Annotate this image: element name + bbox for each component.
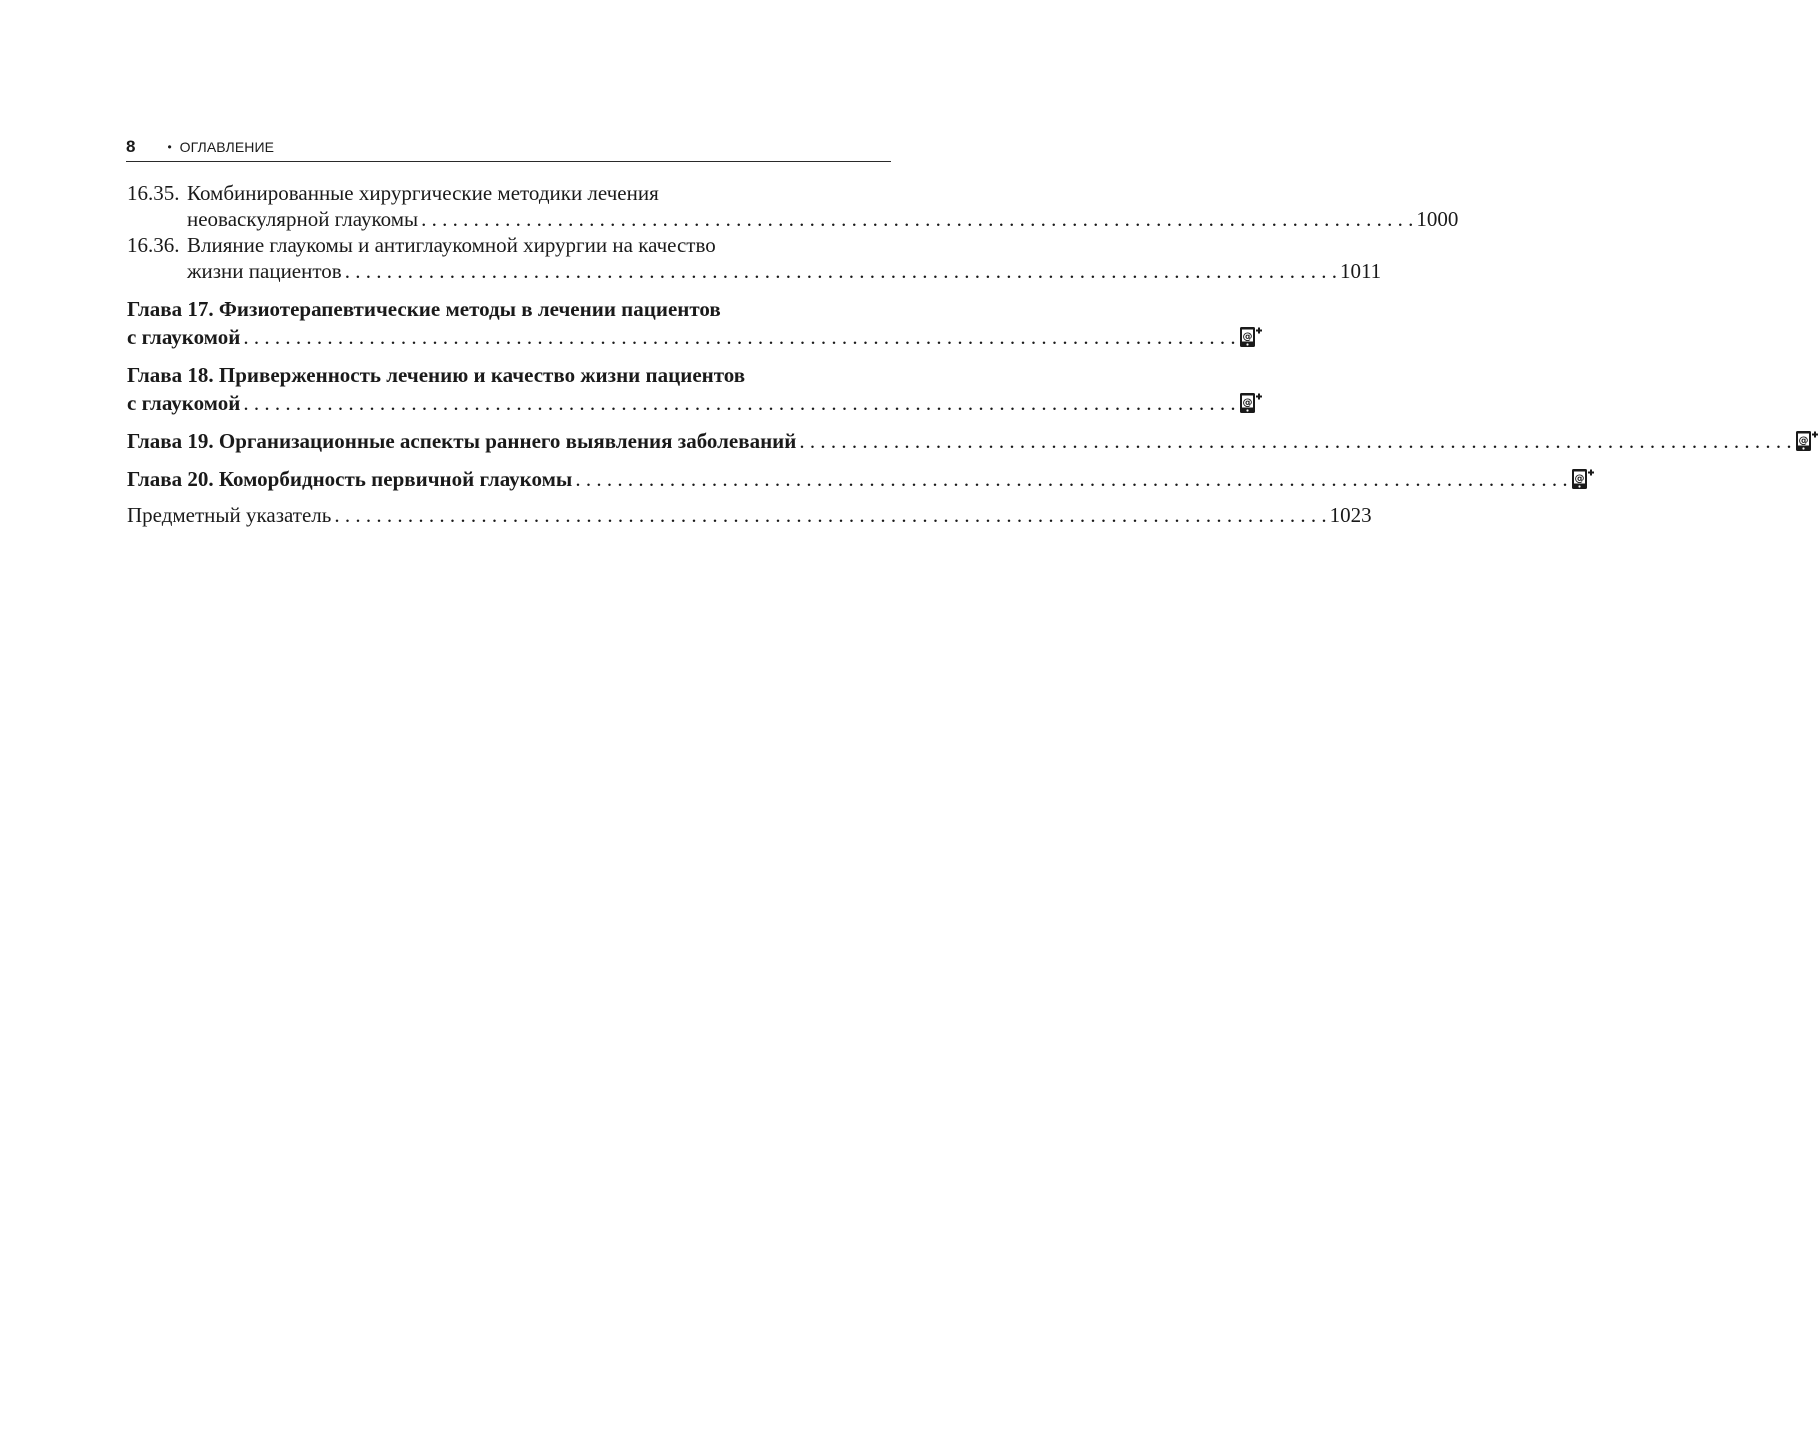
toc-line: [127, 388, 1253, 416]
dot-leader: [799, 428, 1791, 454]
toc-line: [187, 206, 1458, 232]
chapter-title-cont: с глаукомой: [127, 391, 241, 415]
svg-text:@: @: [1242, 331, 1253, 343]
chapter-title-cont: с глаукомой: [127, 325, 241, 349]
dot-leader: [243, 390, 1235, 416]
toc-line: [187, 258, 1381, 284]
header-rule: [126, 161, 891, 162]
toc-entry-chapter-20[interactable]: [127, 464, 1585, 492]
dot-leader: [334, 502, 1326, 528]
toc-line: [187, 232, 1381, 258]
table-of-contents: [127, 180, 1809, 528]
toc-line: [127, 296, 884, 322]
bullet-separator: •: [167, 140, 172, 154]
toc-line: [127, 362, 884, 388]
page-ref: 1011: [1339, 259, 1382, 283]
running-head-title: ОГЛАВЛЕНИЕ: [179, 139, 275, 155]
chapter-title: Глава 19. Организационные аспекты раннего выявления заболеваний: [127, 429, 797, 453]
dot-leader: [421, 206, 1413, 232]
running-head: [126, 136, 891, 158]
section-title: Влияние глаукомы и антиглаукомной хирургии на качество: [187, 233, 716, 257]
toc-line: [127, 464, 1585, 492]
online-resource-icon[interactable]: [1239, 326, 1263, 348]
chapter-title: Глава 18. Приверженность лечению и качество жизни пациентов: [127, 363, 746, 387]
section-number: 16.36.: [127, 233, 180, 257]
section-title-cont: неоваскулярной глаукомы: [187, 207, 419, 231]
section-title: Комбинированные хирургические методики лечения: [187, 181, 659, 205]
toc-entry-16-36[interactable]: [127, 232, 1382, 284]
online-resource-icon[interactable]: [1239, 392, 1263, 414]
toc-entry-chapter-19[interactable]: [127, 426, 1809, 454]
dot-leader: [345, 258, 1337, 284]
toc-line: [127, 502, 1372, 528]
svg-text:@: @: [1574, 473, 1585, 485]
toc-entry-chapter-18[interactable]: [127, 362, 1253, 416]
online-resource-icon[interactable]: [1571, 468, 1595, 490]
toc-entry-subject-index[interactable]: [127, 502, 1372, 528]
index-title: Предметный указатель: [127, 503, 332, 527]
page-number: 8: [126, 137, 136, 156]
svg-text:@: @: [1242, 397, 1253, 409]
toc-line: [127, 426, 1809, 454]
dot-leader: [575, 466, 1567, 492]
page-ref: 1023: [1329, 503, 1372, 527]
toc-line: [127, 322, 1253, 350]
chapter-title: Глава 17. Физиотерапевтические методы в лечении пациентов: [127, 297, 721, 321]
svg-text:@: @: [1798, 435, 1809, 447]
toc-entry-16-35[interactable]: [127, 180, 1459, 232]
chapter-title: Глава 20. Коморбидность первичной глаукомы: [127, 467, 573, 491]
dot-leader: [243, 324, 1235, 350]
online-resource-icon[interactable]: [1795, 430, 1819, 452]
section-number: 16.35.: [127, 181, 180, 205]
section-title-cont: жизни пациентов: [187, 259, 342, 283]
toc-line: [187, 180, 1458, 206]
toc-entry-chapter-17[interactable]: [127, 296, 1253, 350]
page-ref: 1000: [1416, 207, 1459, 231]
